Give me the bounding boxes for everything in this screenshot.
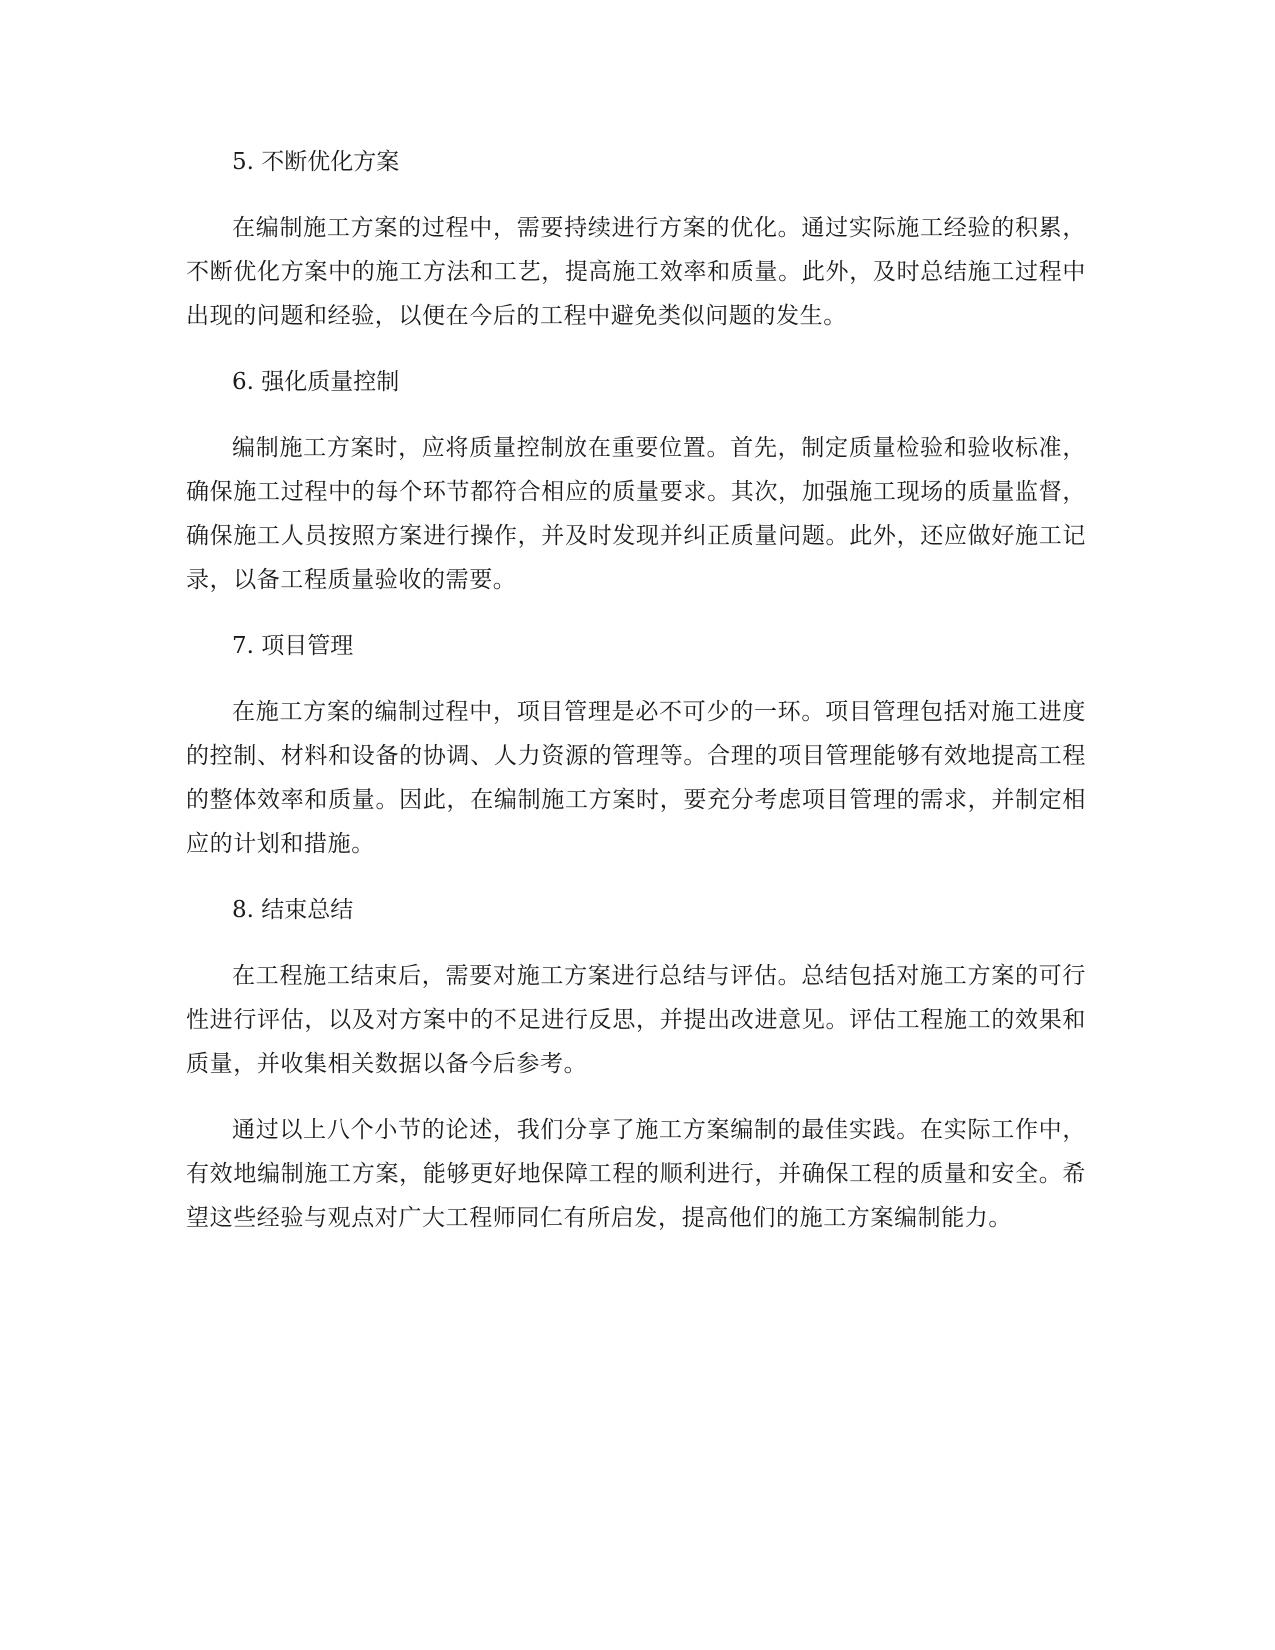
section-body-5: 在编制施工方案的过程中，需要持续进行方案的优化。通过实际施工经验的积累，不断优化方案中的施工方法和工艺，提高施工效率和质量。此外，及时总结施工过程中出现的问题和经验，以便在今后的工程中避免类似问题的发生。 bbox=[186, 215, 1086, 329]
document-page bbox=[186, 140, 1086, 1240]
section-body-8: 在工程施工结束后，需要对施工方案进行总结与评估。总结包括对施工方案的可行性进行评估，以及对方案中的不足进行反思，并提出改进意见。评估工程施工的效果和质量，并收集相关数据以备今后参考。 bbox=[186, 963, 1086, 1077]
section-heading-6: 6. 强化质量控制 bbox=[232, 369, 400, 395]
section-body-7: 在施工方案的编制过程中，项目管理是必不可少的一环。项目管理包括对施工进度的控制、材料和设备的协调、人力资源的管理等。合理的项目管理能够有效地提高工程的整体效率和质量。因此，在编制施工方案时，要充分考虑项目管理的需求，并制定相应的计划和措施。 bbox=[186, 699, 1086, 857]
section-heading-8: 8. 结束总结 bbox=[232, 897, 354, 923]
section-heading-7: 7. 项目管理 bbox=[232, 633, 354, 659]
section-body-6: 编制施工方案时，应将质量控制放在重要位置。首先，制定质量检验和验收标准，确保施工过程中的每个环节都符合相应的质量要求。其次，加强施工现场的质量监督，确保施工人员按照方案进行操作，并及时发现并纠正质量问题。此外，还应做好施工记录，以备工程质量验收的需要。 bbox=[186, 435, 1086, 593]
conclusion-paragraph: 通过以上八个小节的论述，我们分享了施工方案编制的最佳实践。在实际工作中，有效地编制施工方案，能够更好地保障工程的顺利进行，并确保工程的质量和安全。希望这些经验与观点对广大工程师同仁有所启发，提高他们的施工方案编制能力。 bbox=[186, 1117, 1086, 1231]
section-heading-5: 5. 不断优化方案 bbox=[232, 149, 400, 175]
